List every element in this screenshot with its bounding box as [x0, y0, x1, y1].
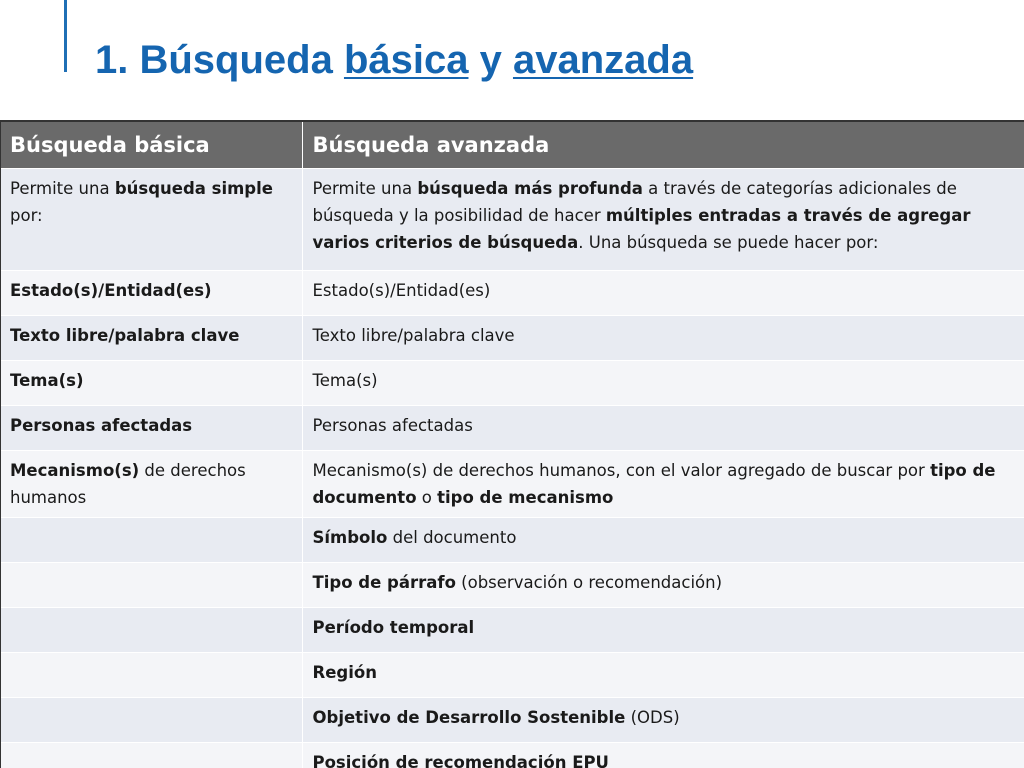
cell-advanced: Símbolo del documento — [302, 518, 1024, 563]
table-left-border — [0, 120, 1, 768]
header-advanced: Búsqueda avanzada — [302, 121, 1024, 169]
table-row — [0, 608, 1024, 653]
cell-basic-empty — [0, 563, 302, 608]
cell-advanced: Objetivo de Desarrollo Sostenible (ODS) — [302, 698, 1024, 743]
table-row — [0, 698, 1024, 743]
title-mid: y — [468, 38, 513, 82]
cell-advanced: Tema(s) — [302, 361, 1024, 406]
cell-advanced: Región — [302, 653, 1024, 698]
cell-basic-empty — [0, 698, 302, 743]
cell-advanced: Tipo de párrafo (observación o recomendación) — [302, 563, 1024, 608]
table-row — [0, 563, 1024, 608]
table-row — [0, 316, 1024, 361]
table-header-row — [0, 121, 1024, 169]
cell-advanced: Período temporal — [302, 608, 1024, 653]
table-row — [0, 271, 1024, 316]
title-advanced-link[interactable]: avanzada — [512, 38, 694, 82]
cell-basic: Mecanismo(s) de derechos humanos — [0, 451, 302, 518]
cell-basic: Tema(s) — [0, 361, 302, 406]
page-title — [95, 30, 693, 90]
cell-advanced: Posición de recomendación EPU — [302, 743, 1024, 768]
title-prefix: 1. Búsqueda — [95, 38, 344, 82]
comparison-table-wrapper — [0, 120, 1024, 768]
cell-basic-empty — [0, 653, 302, 698]
cell-basic-intro: Permite una búsqueda simple por: — [0, 169, 302, 271]
cell-basic-empty — [0, 518, 302, 563]
table-row — [0, 653, 1024, 698]
cell-advanced: Mecanismo(s) de derechos humanos, con el valor agregado de buscar por tipo de documento o tipo de mecanismo — [302, 451, 1024, 518]
cell-advanced: Estado(s)/Entidad(es) — [302, 271, 1024, 316]
title-accent-bar — [64, 0, 67, 72]
table-row-mechanism — [0, 451, 1024, 518]
cell-basic: Personas afectadas — [0, 406, 302, 451]
cell-advanced: Personas afectadas — [302, 406, 1024, 451]
cell-advanced: Texto libre/palabra clave — [302, 316, 1024, 361]
cell-basic-empty — [0, 608, 302, 653]
title-basic-link[interactable]: básica — [343, 38, 469, 82]
cell-basic: Texto libre/palabra clave — [0, 316, 302, 361]
table-row — [0, 743, 1024, 768]
cell-basic: Estado(s)/Entidad(es) — [0, 271, 302, 316]
cell-basic-empty — [0, 743, 302, 768]
table-row — [0, 361, 1024, 406]
header-basic: Búsqueda básica — [0, 121, 302, 169]
comparison-table — [0, 120, 1024, 768]
table-row — [0, 406, 1024, 451]
table-row-intro — [0, 169, 1024, 271]
table-row — [0, 518, 1024, 563]
cell-advanced-intro: Permite una búsqueda más profunda a través de categorías adicionales de búsqueda y la posibilidad de hacer múltiples entradas a través de agregar varios criterios de búsqueda. Una búsqueda se puede hacer por: — [302, 169, 1024, 271]
